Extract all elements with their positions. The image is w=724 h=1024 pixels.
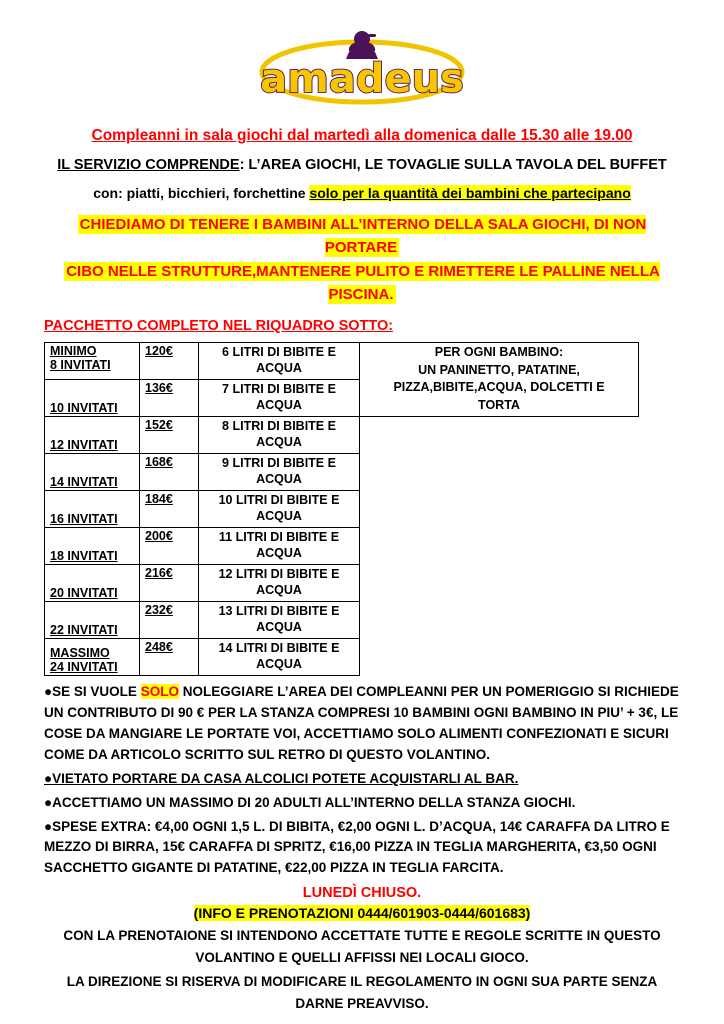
note-rent-only: ●SE SI VUOLE SOLO NOLEGGIARE L’AREA DEI COMPLEANNI PER UN POMERIGGIO SI RICHIEDE UN CONTRIBUTO DI 90 € PER LA STANZA COMPRESI 10 BAMBINI OGNI BAMBINO IN PIU’ + 3€, LE COSE DA MANGIARE LE PORTATE VOI, ACCETTIAMO SOLO ALIMENTI CONFEZIONATI E SICURI COME DA ARTICOLO SCRITTO SUL RETRO DI QUESTO VOLANTINO. <box>44 684 679 762</box>
guests-cell: 10 INVITATI <box>45 380 140 417</box>
guests-cell: 14 INVITATI <box>45 454 140 491</box>
table-row <box>45 639 639 676</box>
price-cell: 136€ <box>140 380 199 417</box>
note-no-alcohol: ●VIETATO PORTARE DA CASA ALCOLICI POTETE ACQUISTARLI AL BAR. <box>44 770 519 786</box>
rules-warning <box>44 213 680 306</box>
guests-cell: MINIMO 8 INVITATI <box>45 343 140 380</box>
drinks-cell: 9 LITRI DI BIBITE E ACQUA <box>199 454 360 491</box>
table-row <box>45 454 639 491</box>
footer-disclaimer-line: LA DIREZIONE SI RISERVA DI MODIFICARE IL REGOLAMENTO IN OGNI SUA PARTE SENZA DARNE PREAVVISO. <box>66 974 658 1012</box>
note-extra-costs: ●SPESE EXTRA: €4,00 OGNI 1,5 L. DI BIBITA, €2,00 OGNI L. D’ACQUA, 14€ CARAFFA DA LITRO E MEZZO DI BIRRA, 15€ CARAFFA DI SPRITZ, €16,00 PIZZA IN TEGLIA MARGHERITA, €3,50 OGNI SACCHETTO GIGANTE DI PATATINE, €22,00 PIZZA IN TEGLIA FARCITA. <box>44 818 670 876</box>
pricing-table <box>44 342 639 676</box>
logo-area <box>44 26 680 115</box>
price-cell: 152€ <box>140 417 199 454</box>
included-prefix: con: piatti, bicchieri, forchettine <box>93 185 310 201</box>
drinks-cell: 14 LITRI DI BIBITE E ACQUA <box>199 639 360 676</box>
package-heading: PACCHETTO COMPLETO NEL RIQUADRO SOTTO: <box>44 318 394 334</box>
footer-rules-line: CON LA PRENOTAIONE SI INTENDONO ACCETTATE TUTTE E REGOLE SCRITTE IN QUESTO VOLANTINO E QUELLI AFFISSI NEI LOCALI GIOCO. <box>63 928 661 965</box>
price-cell: 120€ <box>140 343 199 380</box>
service-rest: : L’AREA GIOCHI, LE TOVAGLIE SULLA TAVOLA DEL BUFFET <box>239 157 667 173</box>
drinks-cell: 13 LITRI DI BIBITE E ACQUA <box>199 602 360 639</box>
drinks-cell: 12 LITRI DI BIBITE E ACQUA <box>199 565 360 602</box>
drinks-cell: 10 LITRI DI BIBITE E ACQUA <box>199 491 360 528</box>
service-label: IL SERVIZIO COMPRENDE <box>57 157 240 173</box>
table-row <box>45 343 639 380</box>
mozart-bust-icon <box>346 31 378 59</box>
notes-section <box>44 682 680 879</box>
included-items-line <box>44 185 680 201</box>
price-cell: 216€ <box>140 565 199 602</box>
solo-highlight: SOLO <box>140 684 179 699</box>
per-child-box: PER OGNI BAMBINO: UN PANINETTO, PATATINE, PIZZA,BIBITE,ACQUA, DOLCETTI E TORTA <box>360 343 639 417</box>
price-cell: 184€ <box>140 491 199 528</box>
logo-text: amadeus <box>260 56 464 102</box>
guests-cell: 12 INVITATI <box>45 417 140 454</box>
included-highlight: solo per la quantità dei bambini che partecipano <box>309 185 631 201</box>
guests-cell: MASSIMO 24 INVITATI <box>45 639 140 676</box>
price-cell: 232€ <box>140 602 199 639</box>
closed-monday-line: LUNEDÌ CHIUSO. <box>302 885 422 902</box>
table-row <box>45 528 639 565</box>
guests-cell: 18 INVITATI <box>45 528 140 565</box>
price-cell: 200€ <box>140 528 199 565</box>
guests-cell: 20 INVITATI <box>45 565 140 602</box>
service-line <box>44 157 680 173</box>
table-row <box>45 602 639 639</box>
drinks-cell: 11 LITRI DI BIBITE E ACQUA <box>199 528 360 565</box>
table-row <box>45 417 639 454</box>
table-row <box>45 565 639 602</box>
drinks-cell: 7 LITRI DI BIBITE E ACQUA <box>199 380 360 417</box>
note-max-adults: ●ACCETTIAMO UN MASSIMO DI 20 ADULTI ALL’INTERNO DELLA STANZA GIOCHI. <box>44 794 576 810</box>
amadeus-logo <box>257 26 467 110</box>
table-row <box>45 491 639 528</box>
guests-cell: 16 INVITATI <box>45 491 140 528</box>
warning-line-2: CIBO NELLE STRUTTURE,MANTENERE PULITO E RIMETTERE LE PALLINE NELLA PISCINA. <box>66 262 660 303</box>
page-title: Compleanni in sala giochi dal martedì alla domenica dalle 15.30 alle 19.00 <box>91 127 633 144</box>
warning-line-1: CHIEDIAMO DI TENERE I BAMBINI ALL’INTERNO DELLA SALA GIOCHI, DI NON PORTARE <box>79 216 647 257</box>
drinks-cell: 8 LITRI DI BIBITE E ACQUA <box>199 417 360 454</box>
drinks-cell: 6 LITRI DI BIBITE E ACQUA <box>199 343 360 380</box>
booking-info-line <box>44 905 680 921</box>
guests-cell: 22 INVITATI <box>45 602 140 639</box>
booking-info-highlight: (INFO E PRENOTAZIONI 0444/601903-0444/601683) <box>193 905 531 922</box>
price-cell: 168€ <box>140 454 199 491</box>
price-cell: 248€ <box>140 639 199 676</box>
